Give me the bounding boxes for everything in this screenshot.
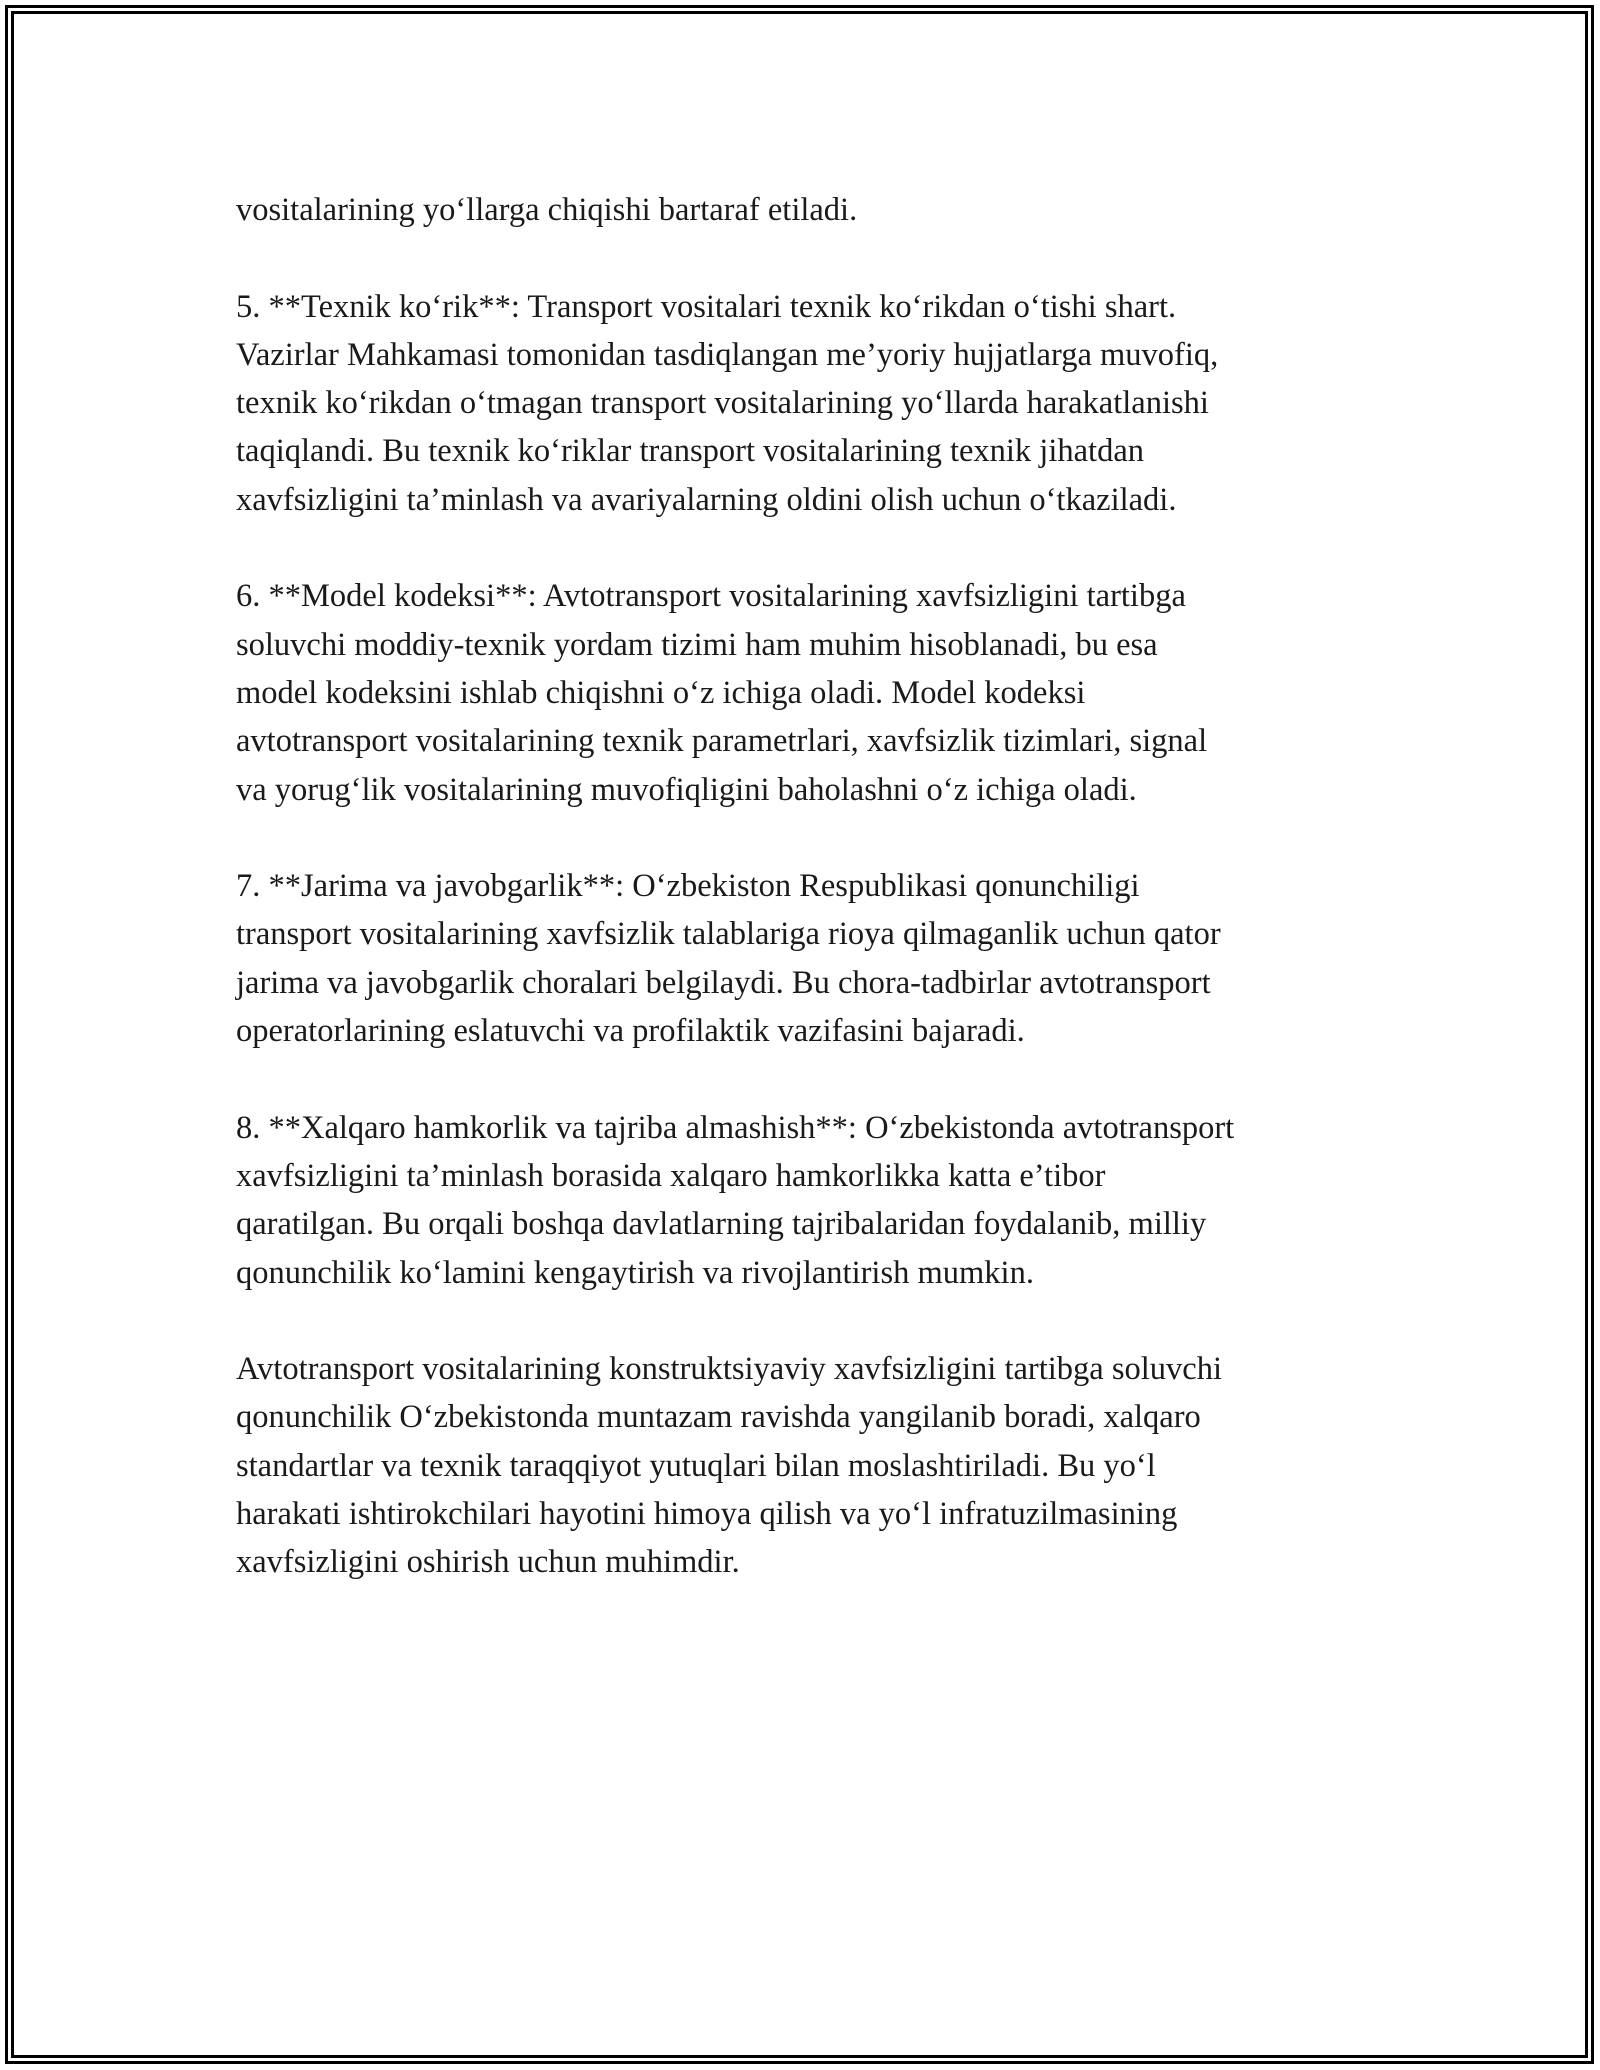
text-line: 5. **Texnik ko‘rik**: Transport vositalari texnik ko‘rikdan o‘tishi shart.	[236, 288, 1177, 325]
text-line: avtotransport vositalarining texnik parametrlari, xavfsizlik tizimlari, signal	[236, 723, 1208, 760]
text-line: va yorug‘lik vositalarining muvofiqligini baholashni o‘z ichiga oladi.	[236, 771, 1137, 808]
text-line: standartlar va texnik taraqqiyot yutuqlari bilan moslashtiriladi. Bu yo‘l	[236, 1447, 1156, 1484]
text-line: transport vositalarining xavfsizlik talablariga rioya qilmaganlik uchun qator	[236, 916, 1221, 953]
text-line: texnik ko‘rikdan o‘tmagan transport vositalarining yo‘llarda harakatlanishi	[236, 385, 1209, 422]
paragraph-continuation	[236, 186, 1396, 234]
text-line: xavfsizligini ta’minlash borasida xalqaro hamkorlikka katta e’tibor	[236, 1157, 1106, 1194]
text-line: qonunchilik O‘zbekistonda muntazam ravishda yangilanib boradi, xalqaro	[236, 1399, 1201, 1436]
text-line: taqiqlandi. Bu texnik ko‘riklar transport vositalarining texnik jihatdan	[236, 433, 1145, 470]
text-line: 6. **Model kodeksi**: Avtotransport vositalarining xavfsizligini tartibga	[236, 578, 1186, 615]
paragraph-conclusion	[236, 1345, 1396, 1586]
paragraph-fines-liability	[236, 862, 1396, 1055]
text-line: vositalarining yo‘llarga chiqishi bartaraf etiladi.	[236, 192, 858, 228]
text-line: model kodeksini ishlab chiqishni o‘z ichiga oladi. Model kodeksi	[236, 674, 1086, 711]
text-line: operatorlarining eslatuvchi va profilaktik vazifasini bajaradi.	[236, 1013, 1025, 1050]
text-line: qonunchilik ko‘lamini kengaytirish va rivojlantirish mumkin.	[236, 1254, 1034, 1291]
text-line: xavfsizligini ta’minlash va avariyalarning oldini olish uchun o‘tkaziladi.	[236, 481, 1177, 518]
text-line: Avtotransport vositalarining konstruktsiyaviy xavfsizligini tartibga soluvchi	[236, 1351, 1222, 1388]
paragraph-model-code	[236, 572, 1396, 813]
paragraph-technical-inspection	[236, 283, 1396, 524]
paragraph-international-cooperation	[236, 1104, 1396, 1297]
text-line: qaratilgan. Bu orqali boshqa davlatlarning tajribalaridan foydalanib, milliy	[236, 1206, 1207, 1243]
text-line: jarima va javobgarlik choralari belgilaydi. Bu chora-tadbirlar avtotransport	[236, 964, 1211, 1001]
text-line: xavfsizligini oshirish uchun muhimdir.	[236, 1544, 740, 1581]
text-line: Vazirlar Mahkamasi tomonidan tasdiqlangan me’yoriy hujjatlarga muvofiq,	[236, 336, 1219, 373]
text-line: 8. **Xalqaro hamkorlik va tajriba almashish**: O‘zbekistonda avtotransport	[236, 1109, 1235, 1146]
document-body	[236, 186, 1396, 1635]
text-line: soluvchi moddiy-texnik yordam tizimi ham muhim hisoblanadi, bu esa	[236, 626, 1158, 663]
text-line: harakati ishtirokchilari hayotini himoya qilish va yo‘l infratuzilmasining	[236, 1496, 1178, 1533]
text-line: 7. **Jarima va javobgarlik**: O‘zbekiston Respublikasi qonunchiligi	[236, 868, 1140, 905]
